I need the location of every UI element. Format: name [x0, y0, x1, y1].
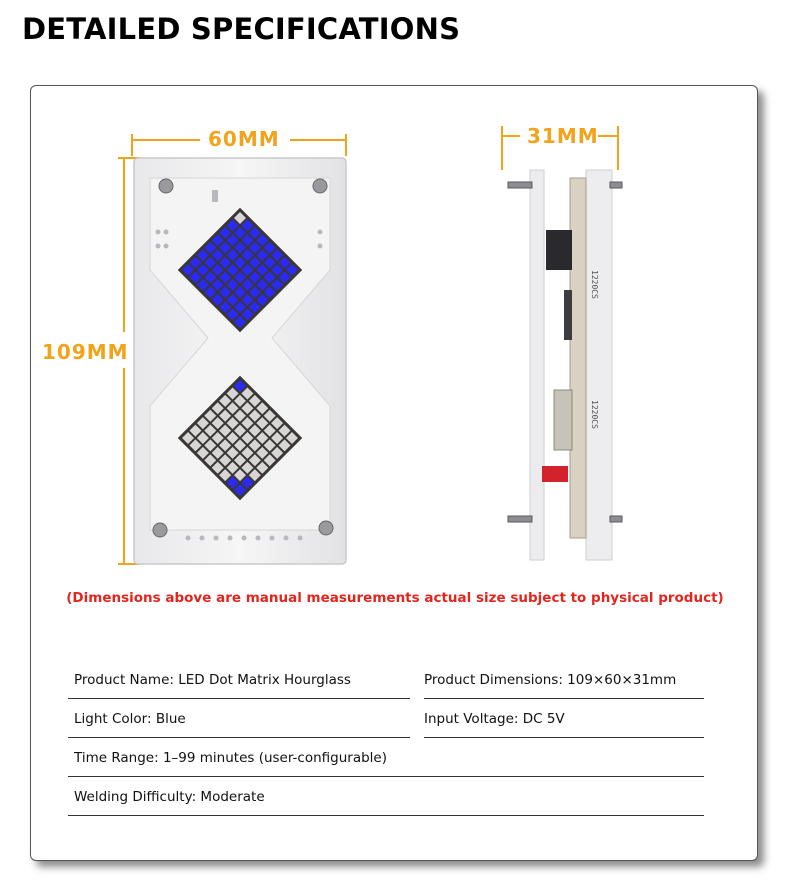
- spec-label-right: Product Dimensions: 109×60×31mm: [424, 672, 677, 688]
- width-dimension-label: 60MM: [208, 127, 280, 151]
- spec-row: [68, 777, 704, 816]
- spec-label-left: Light Color: Blue: [74, 711, 186, 727]
- spec-label-left: Welding Difficulty: Moderate: [74, 789, 265, 805]
- height-dimension-label: 109MM: [42, 340, 129, 364]
- pcb-edge: [570, 178, 586, 538]
- spec-row: [68, 660, 704, 699]
- pcb-marking-top: 1220CS: [590, 270, 599, 299]
- pcb-marking-bottom: 1220CS: [590, 400, 599, 429]
- spec-row: [68, 699, 704, 738]
- side-view-illustration: [490, 120, 640, 570]
- red-button: [542, 466, 568, 482]
- dimension-disclaimer: (Dimensions above are manual measurements actual size subject to physical product): [66, 590, 724, 606]
- spec-label-left: Time Range: 1–99 minutes (user-configurable): [74, 750, 388, 766]
- connector-block: [546, 230, 572, 270]
- spec-label-left: Product Name: LED Dot Matrix Hourglass: [74, 672, 351, 688]
- page-title: DETAILED SPECIFICATIONS: [22, 12, 461, 46]
- spec-table: [68, 660, 704, 816]
- chip-block: [554, 390, 572, 450]
- spec-label-right: Input Voltage: DC 5V: [424, 711, 565, 727]
- acrylic-plate-back: [586, 170, 612, 560]
- depth-dimension-label: 31MM: [527, 124, 599, 148]
- front-view-illustration: [110, 120, 370, 580]
- pin-header: [564, 290, 572, 340]
- acrylic-plate-front: [530, 170, 544, 560]
- spec-row: [68, 738, 704, 777]
